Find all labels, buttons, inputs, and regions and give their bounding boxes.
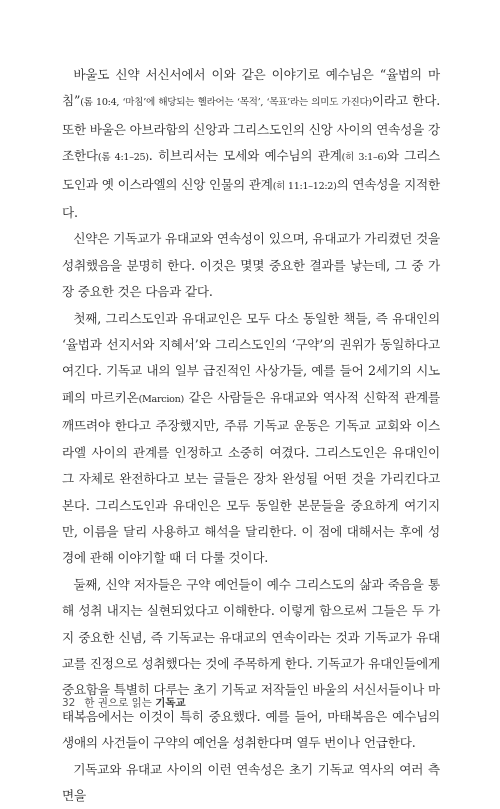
book-title-main: 기독교 (155, 697, 186, 709)
paragraph-text: . 히브리서는 모세와 예수님의 관계 (148, 148, 342, 164)
paragraph-text: 둘째, 신약 저자들은 구약 예언들이 예수 그리스도의 삶과 죽음을 통해 성취 내지는 실현되었다고 이해한다. 이렇게 함으로써 그들은 두 가지 중요한 신념, 즉 기독교는 유대교의 연속이라는 것과 기독교가 유대교를 진정으로 성취했다는 것에 주목하게 한다. 기독교가 유대인들에게 중요함을 특별히 다루는 초기 기독교 저작들인 바울의 서신서들이나 마태복음에서는 이것이 특히 중요했다. 예를 들어, 마태복음은 예수님의 생애의 사건들이 구약의 예언을 성취한다며 열두 번이나 언급한다. (62, 576, 440, 751)
paragraph (62, 306, 440, 572)
paragraph-text: 이라고 한다. 또한 바울은 아브라함의 신앙과 그리스도인의 신앙 사이의 연속성을 강조한다 (62, 93, 440, 164)
page-footer (62, 695, 186, 710)
paragraph-text: 의 연속성을 지적한다. (62, 176, 440, 221)
book-title (84, 695, 185, 710)
citation-note: (Marcion) (138, 393, 184, 405)
paragraph-text: 기독교와 유대교 사이의 이런 연속성은 초기 기독교 역사의 여러 측면을 (62, 761, 440, 803)
paragraph-text: 신약은 기독교가 유대교와 연속성이 있으며, 유대교가 가리켰던 것을 성취했음을 분명히 한다. 이것은 몇몇 중요한 결과를 낳는데, 그 중 가장 중요한 것은 다음과 같다. (62, 231, 440, 300)
page-number: 32 (62, 697, 76, 709)
paragraph-text: 와 그리스도인과 옛 이스라엘의 신앙 인물의 관계 (62, 148, 440, 192)
citation-note: (히 3:1–6) (341, 152, 387, 164)
citation-note: (히 11:1–12:2) (272, 180, 337, 192)
paragraph-text: 첫째, 그리스도인과 유대교인은 모두 다소 동일한 책들, 즉 유대인의 ‘율법과 선지서와 지혜서’와 그리스도인의 ‘구약’의 권위가 동일하다고 여긴다. 기독교 내의 일부 급진적인 사상가들, 예를 들어 2세기의 시노페의 마르키온 (62, 310, 440, 405)
book-title-prefix: 한 권으로 읽는 (84, 697, 152, 709)
paragraph (62, 226, 440, 305)
paragraph (62, 572, 440, 757)
citation-note: (롬 10:4, ‘마침’에 해당되는 헬라어는 ‘목적’, ‘목표’라는 의미도 가진다) (80, 97, 372, 109)
paragraph (62, 62, 440, 226)
citation-note: (롬 4:1–25) (97, 152, 149, 164)
paragraph-text: 같은 사람들은 유대교와 역사적 신학적 관계를 깨뜨려야 한다고 주장했지만, 주류 기독교 운동은 기독교 교회와 이스라엘 사이의 관계를 인정하고 소중히 여겼다. 그리스도인은 유대인이 그 자체로 완전하다고 보는 글들은 장차 완성될 어떤 것을 가리킨다고 본다. 그리스도인과 유대인은 모두 동일한 본문들을 중요하게 여기지만, 이름을 달리 사용하고 해석을 달리한다. 이 점에 대해서는 후에 성경에 관해 이야기할 때 더 다룰 것이다. (62, 389, 440, 566)
paragraph-text: 바울도 신약 서신서에서 이와 같은 이야기로 예수님은 “율법의 마침” (62, 67, 440, 109)
paragraph (62, 757, 440, 809)
